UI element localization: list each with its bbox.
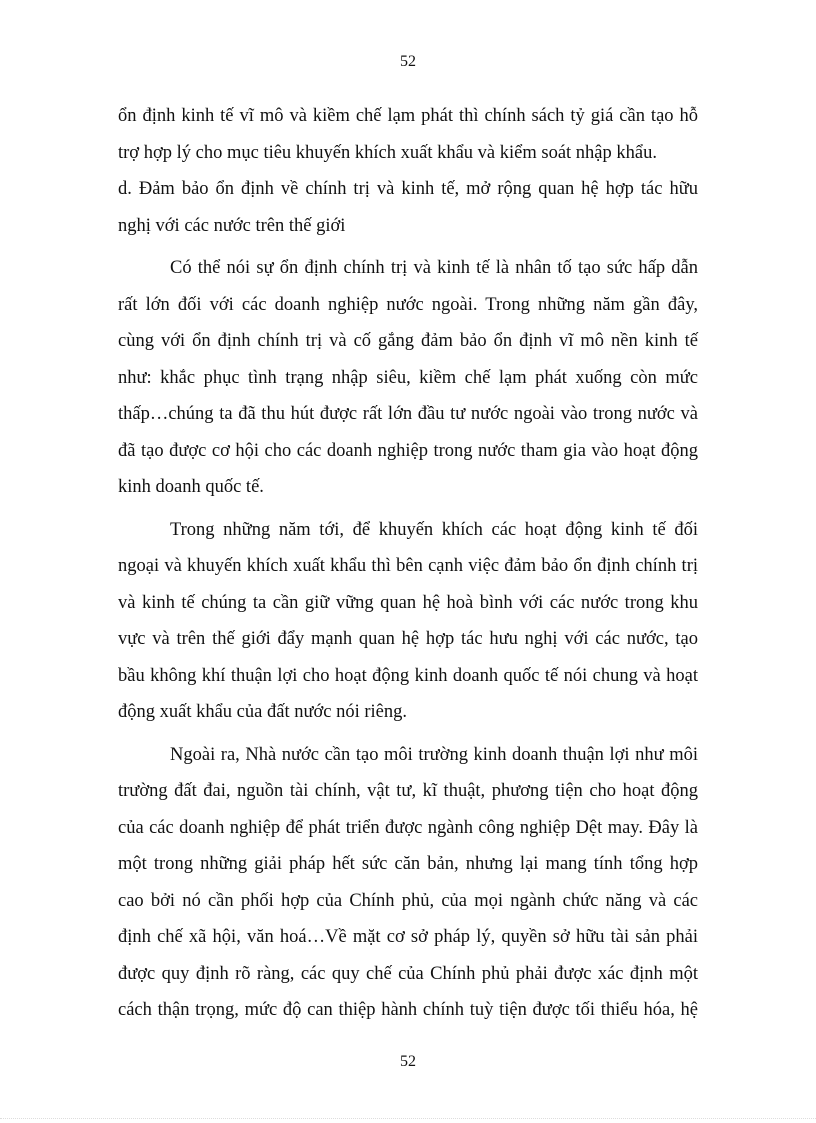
text-line: cao bởi nó cần phối hợp của Chính phủ, của mọi ngành chức năng và các (118, 890, 698, 911)
paragraph-continuation (118, 98, 698, 171)
text-line: định chế xã hội, văn hoá…Về mặt cơ sở pháp lý, quyền sở hữu tài sản phải (118, 927, 698, 947)
section-heading (118, 171, 698, 244)
text-line: ngoại và khuyến khích xuất khẩu thì bên cạnh việc đảm bảo ổn định chính trị (118, 556, 698, 576)
text-line: cùng với ổn định chính trị và cố gắng đảm bảo ổn định vĩ mô nền kinh tế (118, 331, 698, 351)
text-line: của các doanh nghiệp để phát triển được ngành công nghiệp Dệt may. Đây là (118, 817, 698, 838)
text-line: trường đất đai, nguồn tài chính, vật tư, kĩ thuật, phương tiện cho hoạt động (118, 781, 698, 801)
page-bottom-border (0, 1118, 816, 1119)
text-line: như: khắc phục tình trạng nhập siêu, kiềm chế lạm phát xuống còn mức (118, 367, 698, 388)
text-line: trợ hợp lý cho mục tiêu khuyến khích xuất khẩu và kiểm soát nhập khẩu. (118, 142, 657, 163)
page-number-bottom: 52 (400, 1053, 416, 1070)
text-line: Ngoài ra, Nhà nước cần tạo môi trường kinh doanh thuận lợi như môi (170, 744, 698, 765)
text-line: đã tạo được cơ hội cho các doanh nghiệp trong nước tham gia vào hoạt động (118, 440, 698, 461)
text-line: thấp…chúng ta đã thu hút được rất lớn đầu tư nước ngoài vào trong nước và (118, 404, 698, 424)
document-body (118, 98, 698, 1029)
text-line: bầu không khí thuận lợi cho hoạt động kinh doanh quốc tế nói chung và hoạt (118, 665, 698, 686)
paragraph (118, 737, 698, 1029)
text-line: rất lớn đối với các doanh nghiệp nước ngoài. Trong những năm gần đây, (118, 294, 698, 315)
text-line: động xuất khẩu của đất nước nói riêng. (118, 702, 408, 722)
paragraph (118, 250, 698, 506)
text-line: Trong những năm tới, để khuyến khích các hoạt động kinh tế đối (170, 519, 698, 540)
page-number-top: 52 (400, 53, 416, 70)
heading-line: nghị với các nước trên thế giới (118, 215, 346, 236)
paragraph (118, 512, 698, 731)
text-line: vực và trên thế giới đẩy mạnh quan hệ hợp tác hưu nghị với các nước, tạo (118, 629, 698, 649)
text-line: cách thận trọng, mức độ can thiệp hành chính tuỳ tiện được tối thiểu hóa, hệ (118, 1000, 698, 1020)
text-line: ổn định kinh tế vĩ mô và kiềm chế lạm phát thì chính sách tỷ giá cần tạo hỗ (118, 106, 698, 126)
text-line: Có thể nói sự ổn định chính trị và kinh tế là nhân tố tạo sức hấp dẫn (170, 258, 698, 278)
text-line: một trong những giải pháp hết sức căn bản, nhưng lại mang tính tổng hợp (118, 854, 698, 874)
heading-line: d. Đảm bảo ổn định về chính trị và kinh tế, mở rộng quan hệ hợp tác hữu (118, 179, 698, 199)
text-line: được quy định rõ ràng, các quy chế của Chính phủ phải được xác định một (118, 963, 698, 984)
text-line: kinh doanh quốc tế. (118, 477, 264, 497)
text-line: và kinh tế chúng ta cần giữ vững quan hệ hoà bình với các nước trong khu (118, 592, 698, 613)
